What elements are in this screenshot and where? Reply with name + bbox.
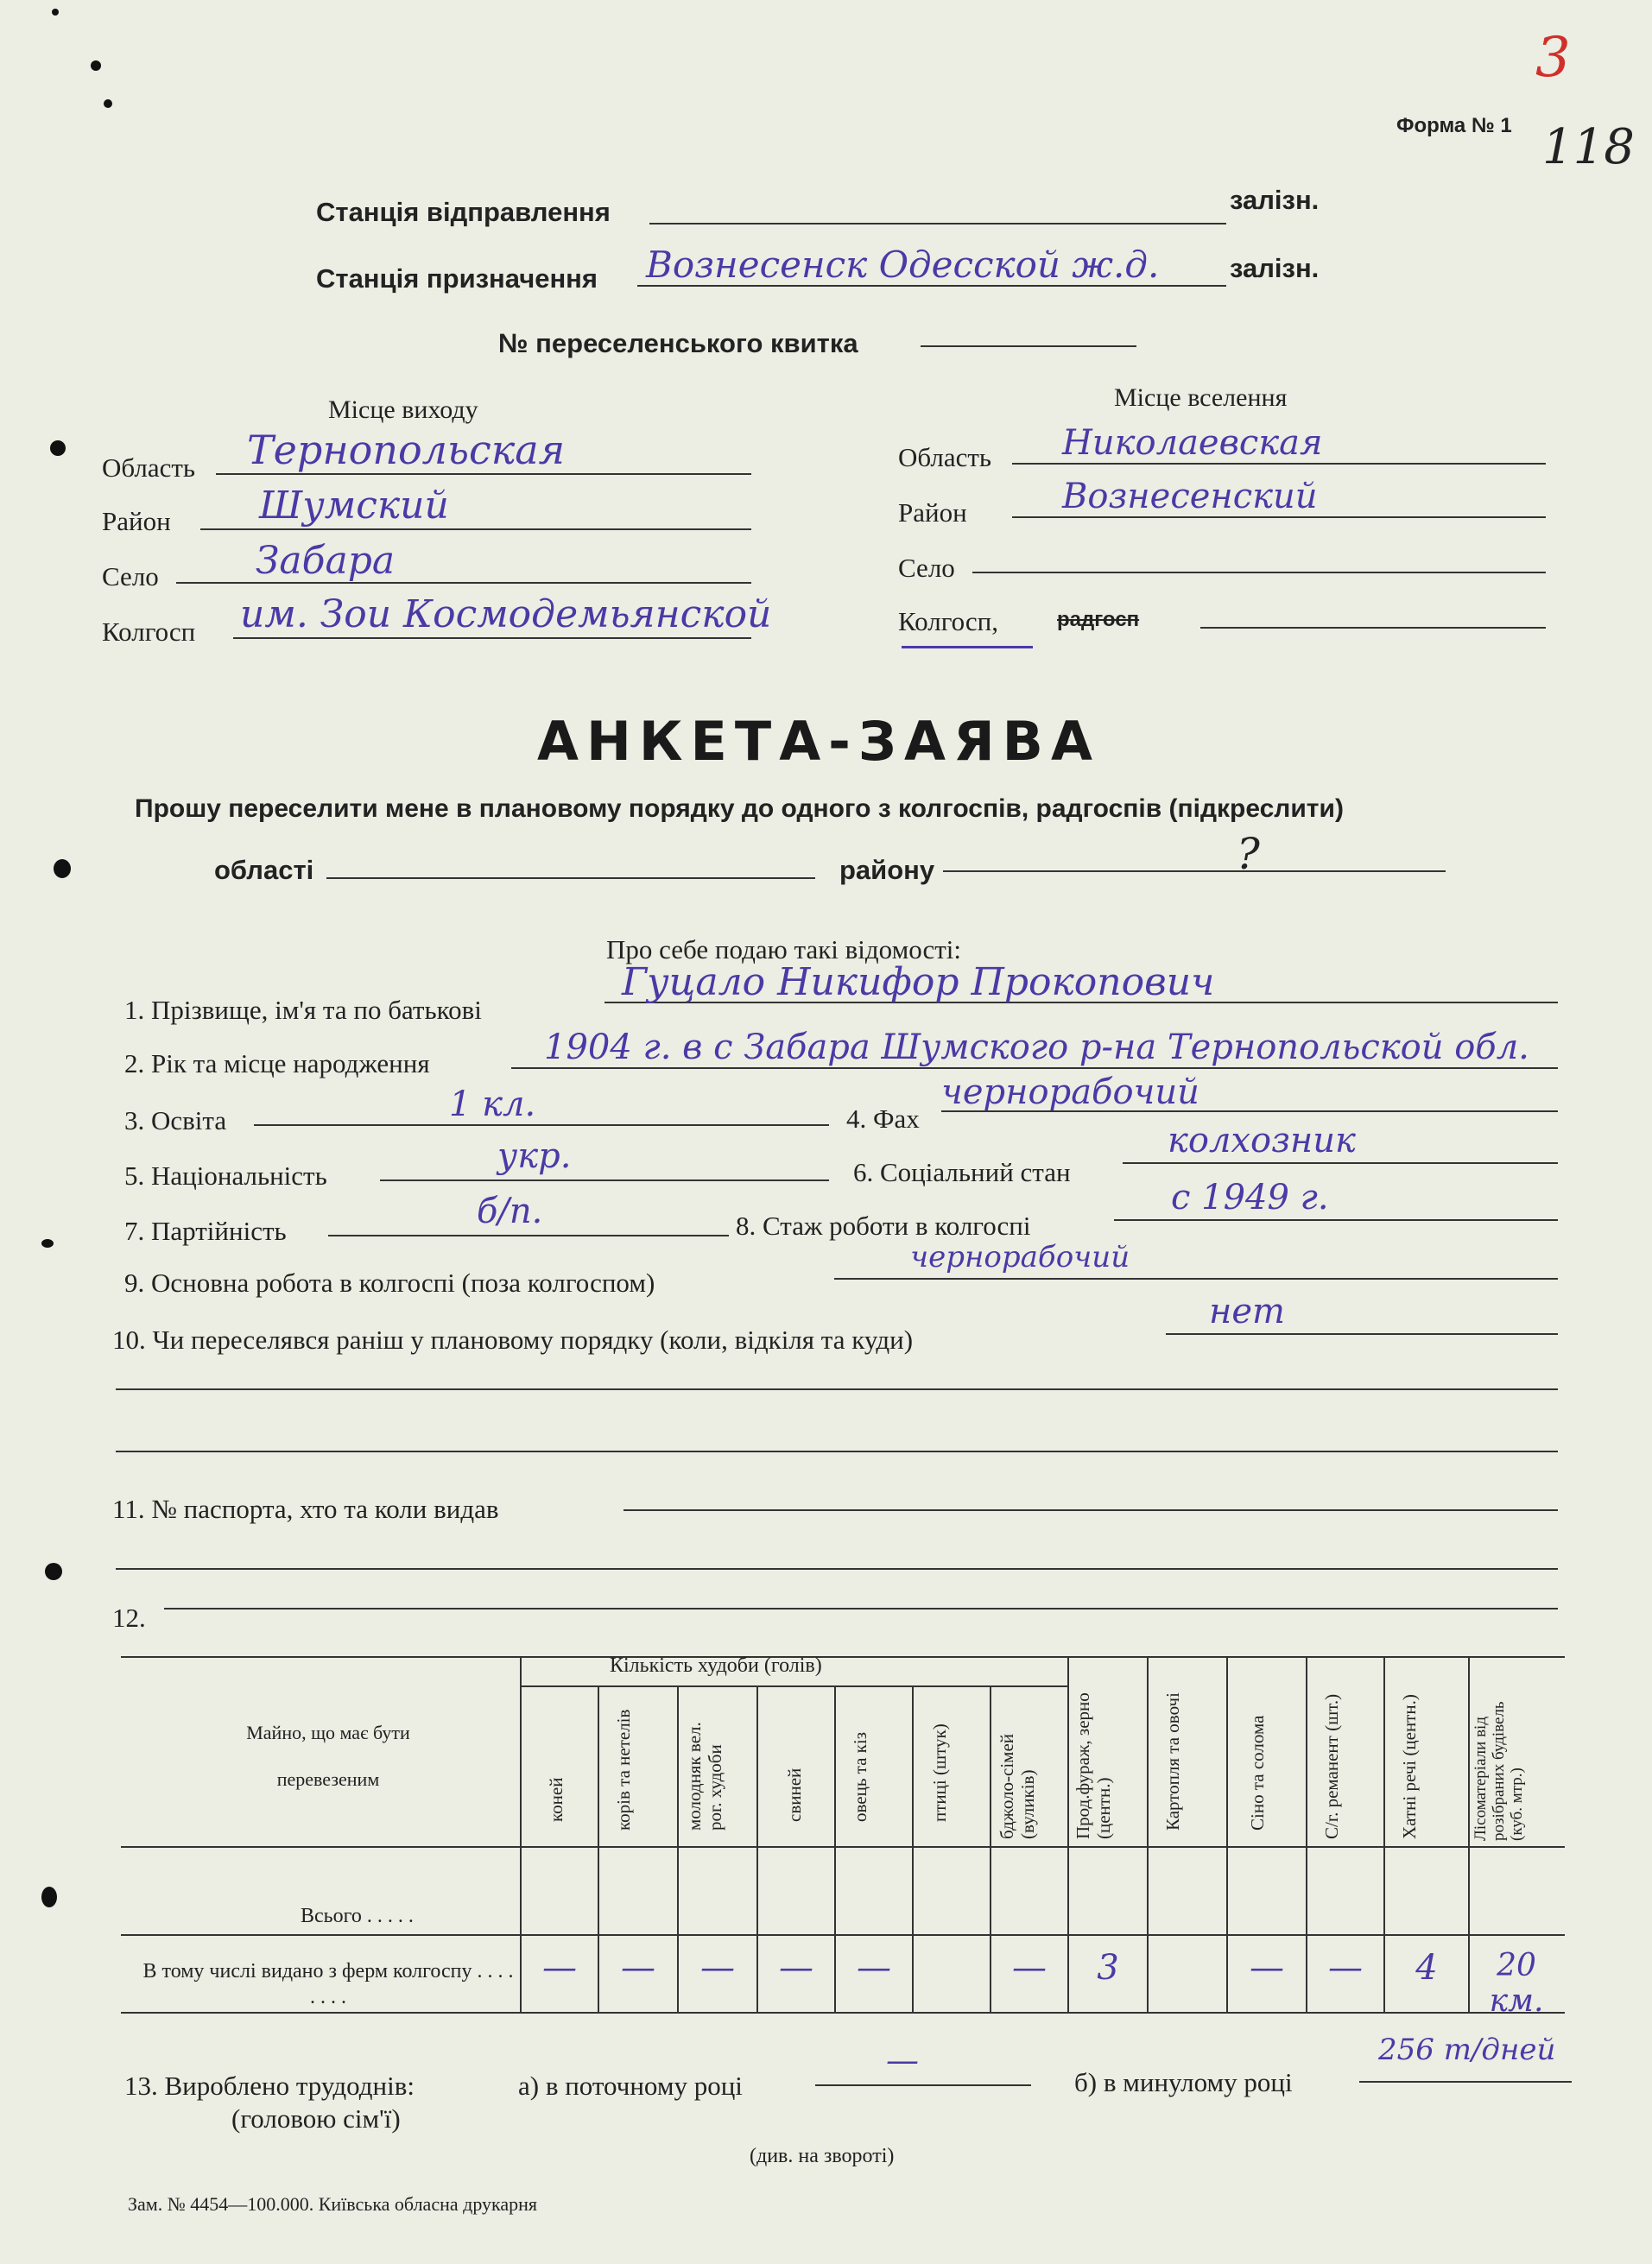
ticket-number-label: № переселенського квитка [498, 328, 858, 358]
property-header: Майно, що має бути перевезеним [246, 1722, 410, 1790]
col-horses: коней [546, 1777, 566, 1822]
q8-label: 8. Стаж роботи в колгоспі [736, 1211, 1031, 1241]
destination-radhosp-label: радгосп [1057, 608, 1140, 631]
destination-oblast-value: Николаевская [1062, 423, 1323, 463]
about-intro: Про себе подаю такі відомості: [606, 934, 962, 964]
q8-value: с 1949 г. [1171, 1178, 1329, 1217]
workdays-label: 13. Вироблено трудоднів: [124, 2071, 415, 2101]
binder-hole-mark [41, 1887, 57, 1907]
destination-raion-label: Район [898, 497, 967, 528]
q5-label: 5. Національність [124, 1160, 327, 1191]
origin-raion-label: Район [102, 506, 171, 536]
origin-selo-value: Забара [256, 539, 396, 583]
q11-label: 11. № паспорта, хто та коли видав [112, 1494, 499, 1524]
row-farm-label: В тому числі видано з ферм колгоспу . . . . . . . . [142, 1960, 514, 2008]
col-young-cattle: молодняк вел. рог. худоби [684, 1722, 725, 1831]
col-pigs: свиней [784, 1768, 805, 1822]
sheet-number: 118 [1542, 119, 1635, 175]
workdays-previous-value: 256 т/дней [1378, 2033, 1556, 2067]
scan-mark [91, 60, 101, 71]
q9-value: чернорабочий [910, 1240, 1130, 1274]
farm-value-young-cattle: — [700, 1948, 735, 1988]
red-archive-number: 3 [1535, 26, 1571, 90]
destination-heading: Місце вселення [1114, 383, 1288, 412]
binder-hole-mark [54, 859, 71, 878]
col-grain-fodder: Прод.фураж, зерно (центн.) [1073, 1692, 1114, 1839]
q10-label: 10. Чи переселявся раніш у плановому порядку (коли, відкіля та куди) [112, 1325, 914, 1355]
scan-mark [52, 9, 59, 16]
q3-value: 1 кл. [449, 1085, 536, 1124]
destination-selo-label: Село [898, 553, 955, 583]
origin-oblast-label: Область [102, 452, 196, 483]
origin-oblast-value: Тернопольская [247, 427, 566, 473]
farm-value-pigs: — [779, 1948, 813, 1988]
workdays-current-label: а) в поточному році [518, 2071, 743, 2101]
col-farm-equipment: С/г. реманент (шт.) [1321, 1693, 1342, 1839]
col-bee-colonies: бджоло-сімей (вуликів) [997, 1733, 1038, 1839]
binder-hole-mark [45, 1563, 62, 1580]
request-raion-label: району [839, 855, 935, 885]
q4-value: чернорабочий [941, 1072, 1199, 1112]
destination-raion-value: Вознесенский [1062, 477, 1318, 516]
farm-value-sheep-goats: — [857, 1948, 891, 1988]
col-timber: Лісоматеріали від розібраних будівель (куб. мтр.) [1472, 1701, 1526, 1841]
q12-label: 12. [112, 1603, 146, 1633]
origin-raion-value: Шумский [259, 484, 449, 528]
farm-value-timber: 20 км. [1489, 1948, 1544, 2019]
farm-value-horses: — [542, 1948, 577, 1988]
q3-label: 3. Освіта [124, 1105, 227, 1135]
col-household-items: Хатні речі (центн.) [1399, 1694, 1420, 1839]
workdays-sub-label: (головою сім'ї) [231, 2103, 401, 2134]
col-sheep-goats: овець та кіз [850, 1731, 870, 1822]
q9-label: 9. Основна робота в колгоспі (поза колгоспом) [124, 1268, 655, 1298]
arrival-station-label: Станція призначення [316, 263, 598, 294]
q7-label: 7. Партійність [124, 1216, 287, 1246]
origin-kolhosp-value: им. Зои Космодемьянской [240, 592, 772, 636]
arrival-station-value: Вознесенск Одесской ж.д. [646, 243, 1160, 286]
q1-value: Гуцало Никифор Прокопович [622, 960, 1215, 1004]
workdays-previous-label: б) в минулому році [1074, 2067, 1293, 2097]
arrival-railway-suffix: залізн. [1230, 253, 1320, 283]
row-total-label: Всього . . . . . [301, 1905, 414, 1927]
binder-hole-mark [41, 1239, 54, 1248]
request-question-mark: ? [1237, 829, 1260, 879]
col-potatoes-vegetables: Картопля та овочі [1162, 1692, 1183, 1831]
col-hay-straw: Сіно та солома [1247, 1715, 1268, 1831]
q2-value: 1904 г. в с Забара Шумского р-на Тернопольской обл. [544, 1028, 1529, 1067]
request-oblast-label: області [214, 855, 314, 885]
farm-value-equipment: — [1328, 1948, 1363, 1988]
print-info: Зам. № 4454—100.000. Київська обласна друкарня [128, 2193, 538, 2215]
scan-mark [104, 99, 112, 108]
farm-value-cows: — [621, 1948, 655, 1988]
farm-value-grain-fodder: 3 [1097, 1948, 1119, 1988]
reverse-side-note: (див. на звороті) [750, 2145, 895, 2167]
q7-value: б/п. [477, 1192, 543, 1231]
workdays-current-value: — [886, 2041, 919, 2079]
q6-label: 6. Соціальний стан [853, 1157, 1071, 1187]
q10-value: нет [1209, 1292, 1285, 1331]
origin-heading: Місце виходу [328, 395, 478, 424]
col-cows: корів та нетелів [613, 1709, 634, 1831]
relocation-request-text: Прошу переселити мене в плановому порядку до одного з колгоспів, радгоспів (підкреслити) [135, 794, 1344, 823]
farm-value-bee-colonies: — [1012, 1948, 1047, 1988]
binder-hole-mark [50, 440, 66, 456]
form-number-label: Форма № 1 [1396, 114, 1512, 137]
q4-label: 4. Фах [846, 1104, 920, 1134]
departure-railway-suffix: залізн. [1230, 185, 1320, 215]
destination-kolhosp-label: Колгосп, [898, 606, 999, 636]
origin-kolhosp-label: Колгосп [102, 617, 196, 647]
destination-oblast-label: Область [898, 442, 992, 472]
q2-label: 2. Рік та місце народження [124, 1048, 430, 1078]
farm-value-hay-straw: — [1250, 1948, 1284, 1988]
col-poultry: птиці (штук) [929, 1723, 950, 1822]
form-title: АНКЕТА-ЗАЯВА [537, 710, 1100, 773]
departure-station-label: Станція відправлення [316, 197, 611, 227]
farm-value-household-items: 4 [1415, 1948, 1438, 1988]
origin-selo-label: Село [102, 561, 159, 591]
q5-value: укр. [497, 1136, 572, 1176]
q1-label: 1. Прізвище, ім'я та по батькові [124, 995, 482, 1025]
livestock-header: Кількість худоби (голів) [610, 1654, 822, 1677]
q6-value: колхозник [1168, 1121, 1356, 1160]
